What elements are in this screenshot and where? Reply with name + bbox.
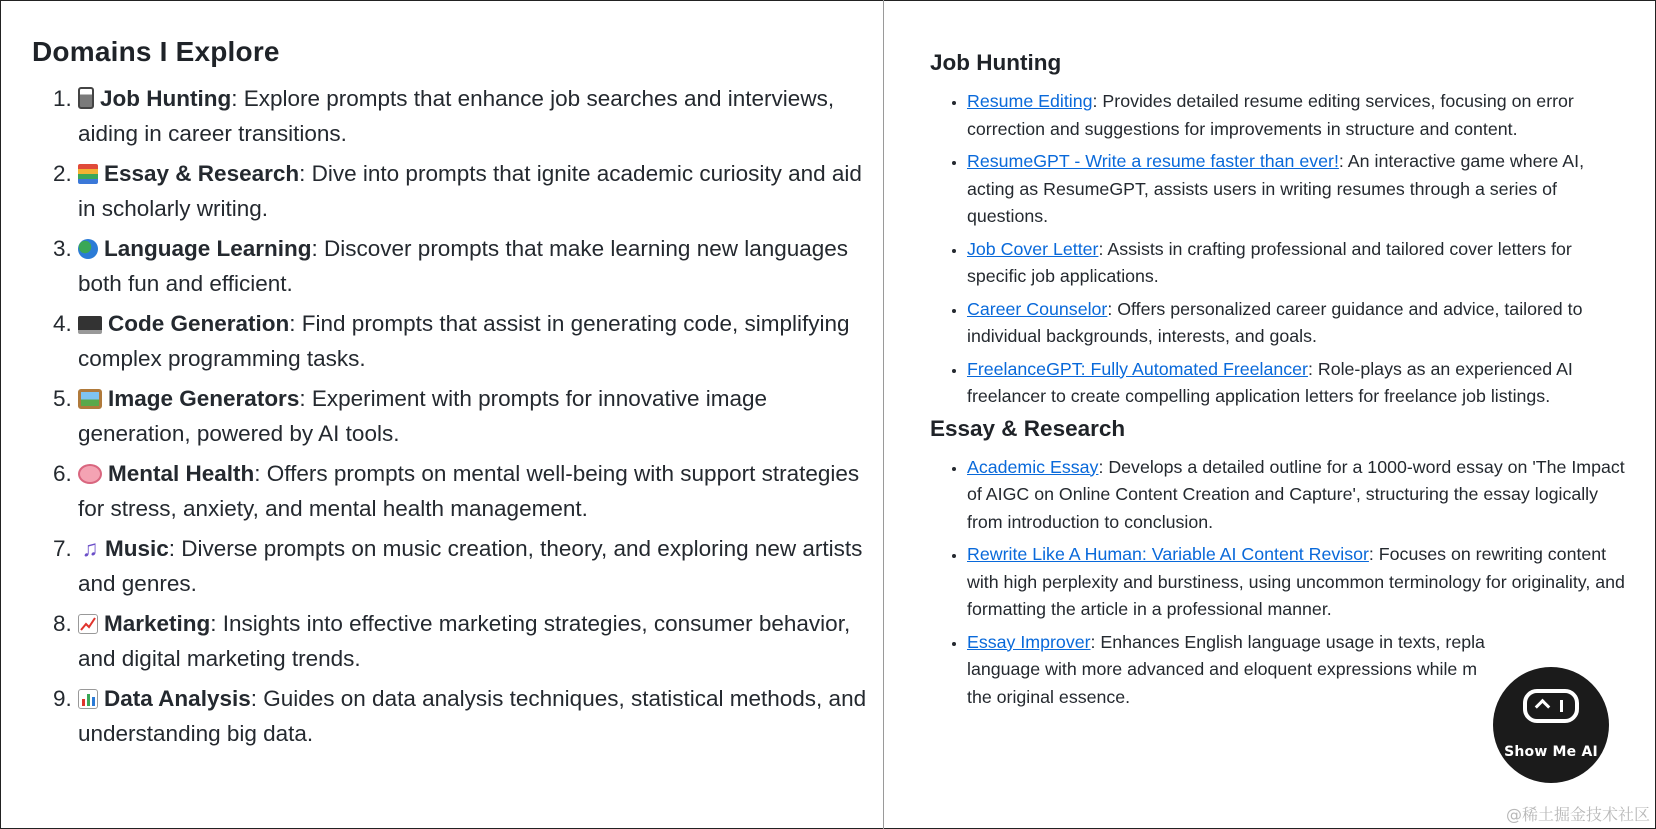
music-notes-icon: ♫ xyxy=(81,536,99,561)
rewrite-like-a-human-link[interactable]: Rewrite Like A Human: Variable AI Content Revisor xyxy=(967,544,1369,564)
robot-face-icon xyxy=(1523,689,1579,723)
domain-item-job-hunting xyxy=(78,82,867,151)
domain-desc: : Offers prompts on mental well-being with support strategies for stress, anxiety, and mental health management. xyxy=(78,461,860,521)
domain-item-music xyxy=(78,532,867,601)
essay-research-heading: Essay & Research xyxy=(930,415,1126,441)
item-text: language with more advanced and eloquent expressions while m xyxy=(967,659,1478,679)
resumegpt-link[interactable]: ResumeGPT - Write a resume faster than ever! xyxy=(967,151,1339,171)
item-text: : Provides detailed resume editing services, focusing on error correction and suggestions for improvements in structure and content. xyxy=(967,91,1574,139)
domain-desc: : Find prompts that assist in generating code, simplifying complex programming tasks. xyxy=(78,311,850,371)
item-text: : An interactive game where AI, acting as ResumeGPT, assists users in writing resumes through a series of questions. xyxy=(967,151,1585,226)
badge-label: Show Me AI xyxy=(1504,744,1598,760)
list-item xyxy=(967,356,1630,411)
list-item xyxy=(967,148,1630,231)
laptop-icon xyxy=(78,316,102,334)
domain-item-language-learning xyxy=(78,232,867,301)
domain-name: Marketing xyxy=(104,611,211,636)
job-cover-letter-link[interactable]: Job Cover Letter xyxy=(967,238,1099,259)
domain-item-data-analysis xyxy=(78,682,867,751)
item-text: : Role-plays as an experienced AI freelancer to create compelling application letters for freelance job listings. xyxy=(967,358,1573,406)
show-me-ai-badge[interactable] xyxy=(1493,667,1609,783)
domain-item-image-generators xyxy=(78,382,867,451)
job-hunting-heading: Job Hunting xyxy=(930,50,1062,75)
domain-name: Code Generation xyxy=(108,311,290,336)
job-hunting-list xyxy=(930,88,1630,411)
list-item xyxy=(967,88,1630,143)
item-text: : Enhances English language usage in texts, repla xyxy=(1090,631,1485,652)
books-icon xyxy=(78,164,98,184)
bar-chart-icon xyxy=(78,689,98,709)
domain-name: Language Learning xyxy=(104,236,312,261)
domain-desc: : Insights into effective marketing strategies, consumer behavior, and digital marketing trends. xyxy=(78,611,851,671)
item-text: : Assists in crafting professional and tailored cover letters for specific job applications. xyxy=(967,238,1572,286)
domain-name: Essay & Research xyxy=(104,161,300,186)
item-text: the original essence. xyxy=(967,686,1131,707)
domain-desc: : Explore prompts that enhance job searches and interviews, aiding in career transitions. xyxy=(78,86,835,146)
list-item xyxy=(967,541,1630,624)
domain-name: Data Analysis xyxy=(104,686,251,711)
chart-increasing-icon xyxy=(78,614,98,634)
domain-name: Job Hunting xyxy=(100,86,232,111)
brain-icon xyxy=(78,464,102,484)
list-item xyxy=(967,236,1630,291)
domain-item-marketing xyxy=(78,607,867,676)
domain-desc: : Guides on data analysis techniques, statistical methods, and understanding big data. xyxy=(78,686,867,746)
right-panel xyxy=(930,50,1630,716)
domain-name: Mental Health xyxy=(108,461,255,486)
list-item xyxy=(967,296,1630,351)
domain-name: Image Generators xyxy=(108,386,300,411)
domains-title: Domains I Explore xyxy=(32,36,280,67)
item-text: : Develops a detailed outline for a 1000-word essay on 'The Impact of AIGC on Online Content Creation and Capture', structuring the essay logically from introduction to conclusion. xyxy=(967,456,1625,532)
domains-list xyxy=(32,82,867,751)
domain-item-essay-research xyxy=(78,157,867,226)
battery-icon xyxy=(78,87,94,109)
watermark: @稀土掘金技术社区 xyxy=(1505,805,1650,824)
item-text: : Focuses on rewriting content with high perplexity and burstiness, using uncommon terminology for originality, and formatting the article in a professional manner. xyxy=(967,544,1625,619)
domain-desc: : Diverse prompts on music creation, theory, and exploring new artists and genres. xyxy=(78,536,863,596)
list-item xyxy=(967,454,1630,537)
career-counselor-link[interactable]: Career Counselor xyxy=(967,298,1108,319)
domain-desc: : Experiment with prompts for innovative image generation, powered by AI tools. xyxy=(78,386,768,446)
freelancegpt-link[interactable]: FreelanceGPT: Fully Automated Freelancer xyxy=(967,358,1308,379)
globe-icon xyxy=(78,239,98,259)
domain-item-mental-health xyxy=(78,457,867,526)
essay-improver-link[interactable]: Essay Improver xyxy=(967,631,1091,652)
domain-desc: : Discover prompts that make learning new languages both fun and efficient. xyxy=(78,236,849,296)
resume-editing-link[interactable]: Resume Editing xyxy=(967,91,1093,111)
domain-item-code-generation xyxy=(78,307,867,376)
domain-desc: : Dive into prompts that ignite academic curiosity and aid in scholarly writing. xyxy=(78,161,862,221)
framed-picture-icon xyxy=(78,389,102,409)
academic-essay-link[interactable]: Academic Essay xyxy=(967,456,1099,477)
domain-name: Music xyxy=(105,536,169,561)
left-panel xyxy=(32,36,867,757)
panel-divider xyxy=(883,0,884,829)
item-text: : Offers personalized career guidance and advice, tailored to individual backgrounds, interests, and goals. xyxy=(967,298,1583,346)
